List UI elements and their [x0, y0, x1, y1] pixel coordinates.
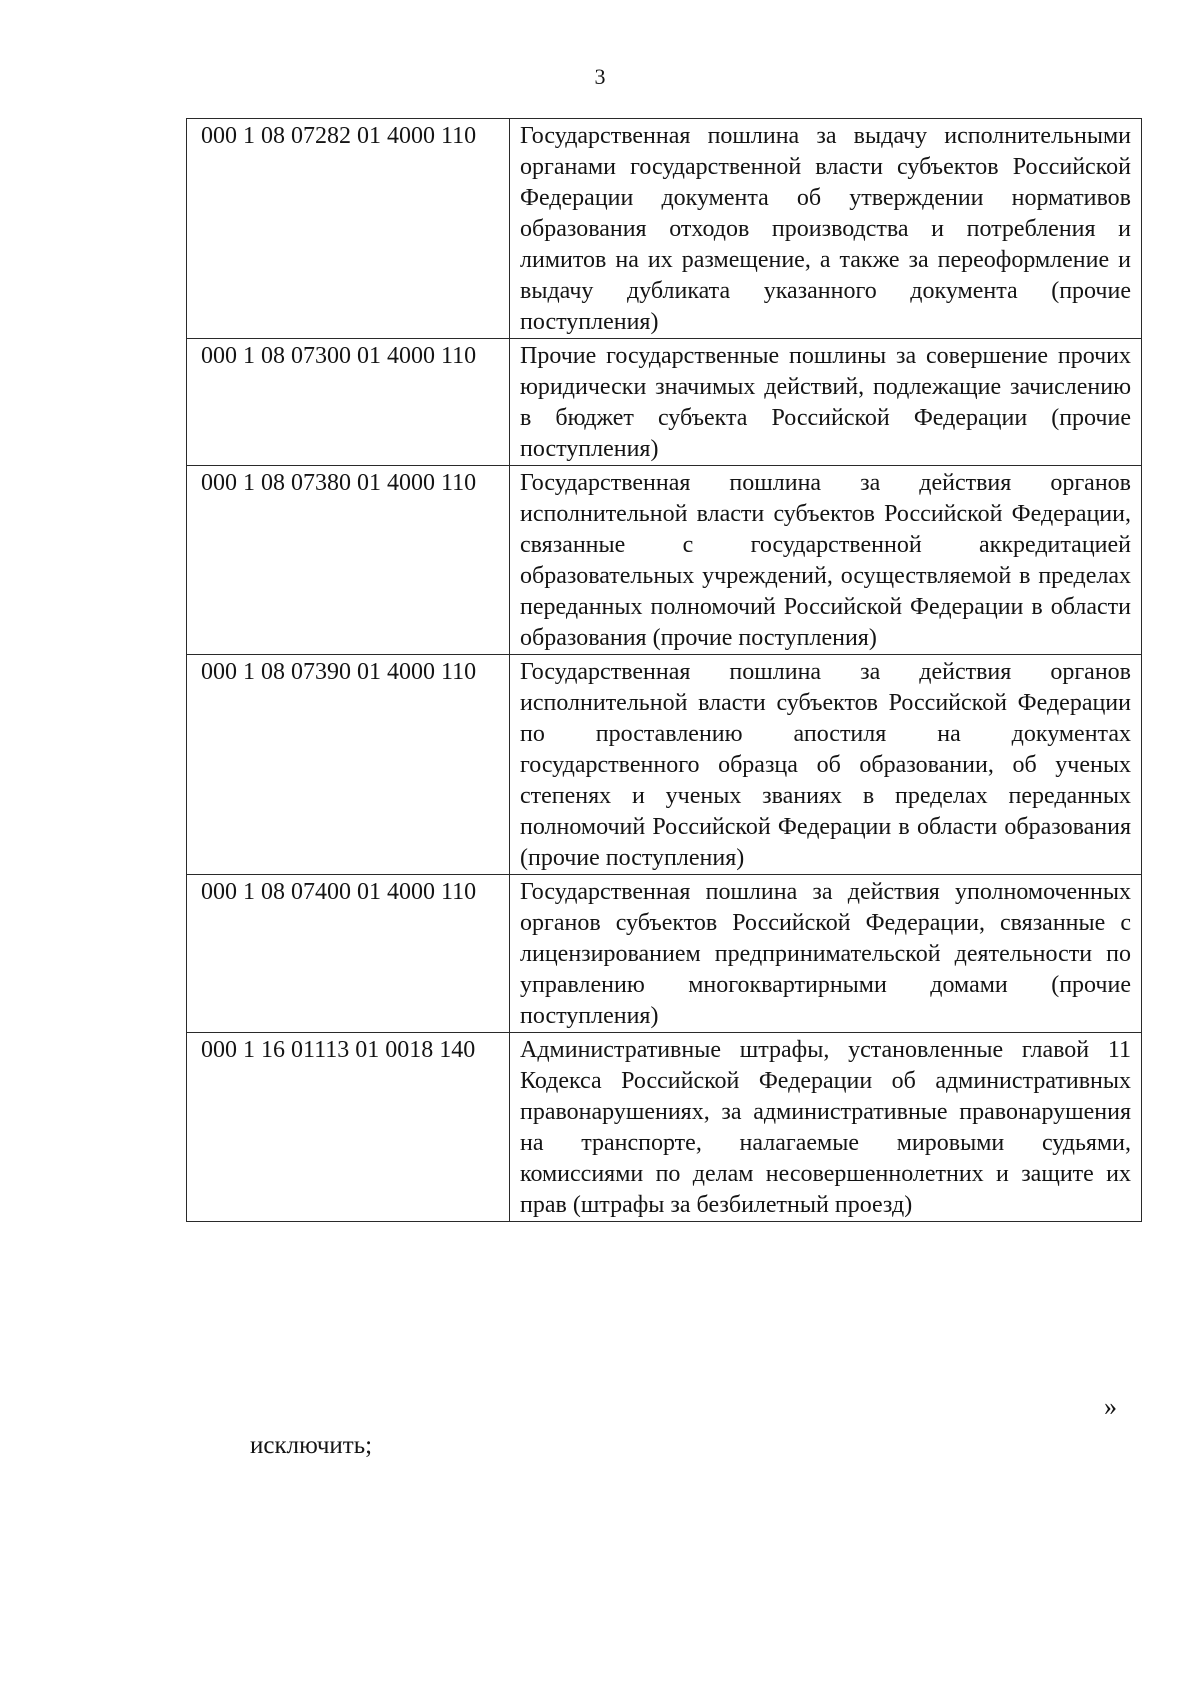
description-cell: Государственная пошлина за выдачу исполнительными органами государственной власти субъектов Российской Федерации документа об утверждении нормативов образования отходов производства и потребления и лимитов на их размещение, а также за переоформление и выдачу дубликата указанного документа (прочие поступления)	[510, 119, 1142, 339]
description-cell: Прочие государственные пошлины за совершение прочих юридически значимых действий, подлежащие зачислению в бюджет субъекта Российской Федерации (прочие поступления)	[510, 339, 1142, 466]
table-row	[187, 119, 1142, 339]
budget-code-cell: 000 1 08 07282 01 4000 110	[187, 119, 510, 339]
budget-codes-table	[186, 118, 1142, 1222]
closing-quote-mark: »	[1104, 1392, 1117, 1421]
table-row	[187, 875, 1142, 1033]
description-cell: Государственная пошлина за действия органов исполнительной власти субъектов Российской Федерации по проставлению апостиля на документах государственного образца об образовании, об ученых степенях и ученых званиях в пределах переданных полномочий Российской Федерации в области образования (прочие поступления)	[510, 655, 1142, 875]
description-cell: Административные штрафы, установленные главой 11 Кодекса Российской Федерации об административных правонарушениях, за административные правонарушения на транспорте, налагаемые мировыми судьями, комиссиями по делам несовершеннолетних и защите их прав (штрафы за безбилетный проезд)	[510, 1033, 1142, 1222]
table-row	[187, 1033, 1142, 1222]
budget-code-cell: 000 1 08 07380 01 4000 110	[187, 466, 510, 655]
budget-code-cell: 000 1 08 07400 01 4000 110	[187, 875, 510, 1033]
budget-code-cell: 000 1 08 07300 01 4000 110	[187, 339, 510, 466]
table-row	[187, 655, 1142, 875]
page-number: 3	[594, 64, 606, 89]
description-cell: Государственная пошлина за действия органов исполнительной власти субъектов Российской Федерации, связанные с государственной аккредитацией образовательных учреждений, осуществляемой в пределах переданных полномочий Российской Федерации в области образования (прочие поступления)	[510, 466, 1142, 655]
budget-code-cell: 000 1 16 01113 01 0018 140	[187, 1033, 510, 1222]
description-cell: Государственная пошлина за действия уполномоченных органов субъектов Российской Федерации, связанные с лицензированием предпринимательской деятельности по управлению многоквартирными домами (прочие поступления)	[510, 875, 1142, 1033]
instruction-text: исключить;	[250, 1432, 373, 1459]
budget-code-cell: 000 1 08 07390 01 4000 110	[187, 655, 510, 875]
table-row	[187, 466, 1142, 655]
table-row	[187, 339, 1142, 466]
